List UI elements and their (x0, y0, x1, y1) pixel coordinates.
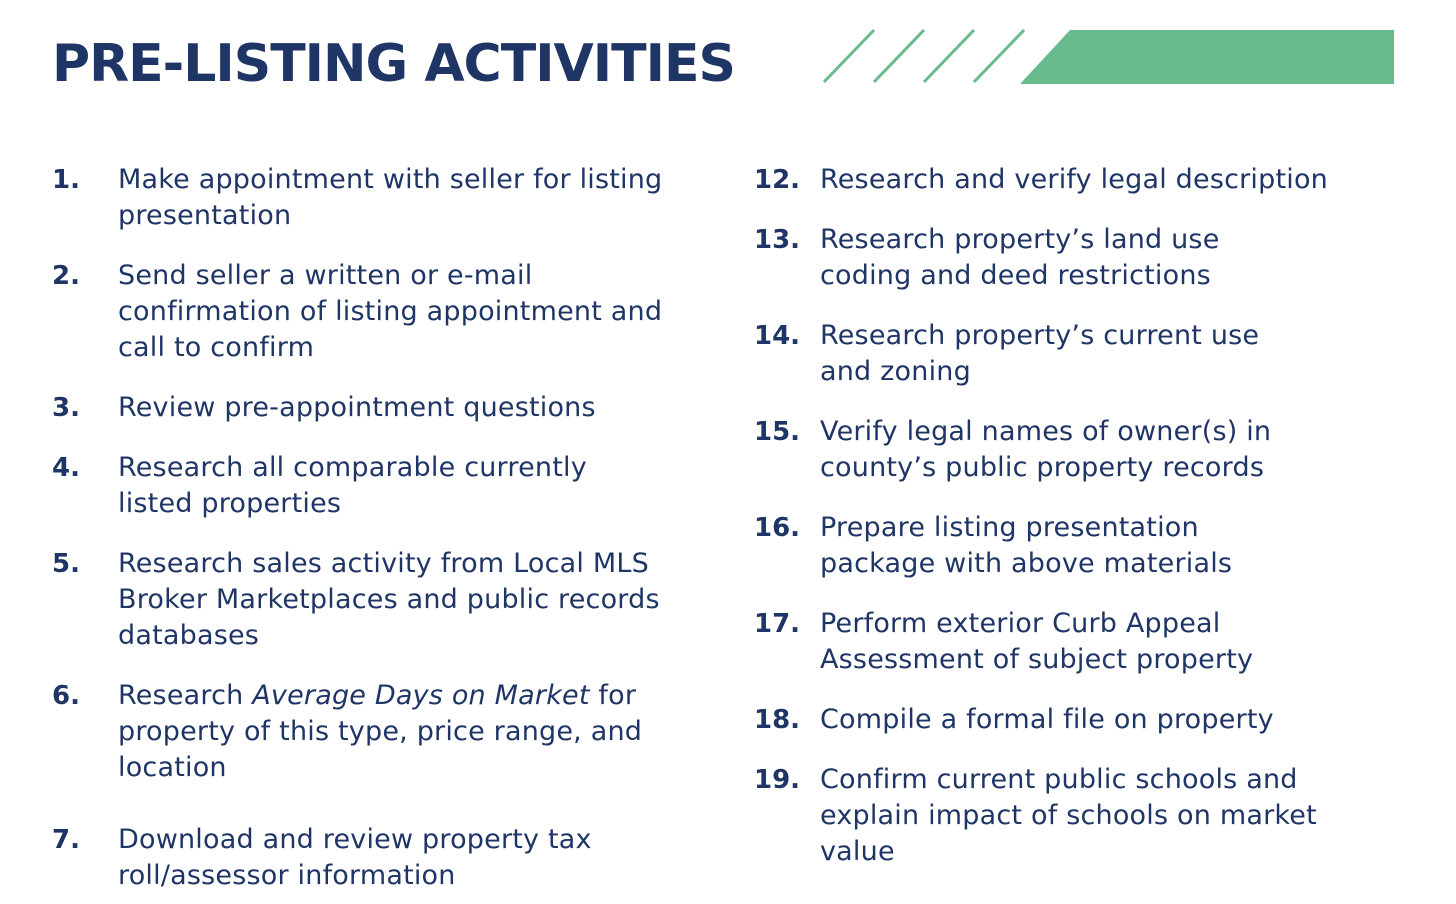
list-item (754, 510, 1294, 582)
item-text-start: Research (118, 680, 253, 711)
stripe-line (874, 30, 924, 82)
item-number: 15. (754, 417, 801, 447)
item-number: 18. (754, 705, 801, 735)
item-text (118, 678, 682, 786)
item-text: Prepare listing presentation package with above materials (820, 512, 1233, 579)
item-text: Research and verify legal description (820, 164, 1328, 195)
item-text-italic: Average Days on Market (252, 680, 590, 711)
item-number: 3. (52, 393, 80, 423)
list-item (754, 762, 1324, 870)
item-text: Confirm current public schools and explain impact of schools on market value (820, 764, 1317, 867)
list-item (754, 318, 1314, 390)
item-number: 6. (52, 681, 80, 711)
stripe-line (974, 30, 1024, 82)
item-text: Perform exterior Curb Appeal Assessment of subject property (820, 608, 1254, 675)
item-number: 7. (52, 825, 80, 855)
item-text: Send seller a written or e-mail confirmation of listing appointment and call to confirm (118, 260, 663, 363)
item-number: 1. (52, 165, 80, 195)
item-text: Make appointment with seller for listing presentation (118, 164, 663, 231)
item-number: 16. (754, 513, 801, 543)
list-item (52, 546, 682, 654)
list-item (52, 822, 652, 894)
item-text-end: for property of this type, price range, and location (118, 680, 643, 783)
list-item (52, 258, 672, 366)
list-item (52, 450, 652, 522)
stripe-line (924, 30, 974, 82)
stripe-line (824, 30, 874, 82)
item-text: Review pre-appointment questions (118, 392, 596, 423)
list-item (754, 162, 1404, 198)
list-item (754, 702, 1374, 738)
item-number: 12. (754, 165, 801, 195)
list-item (52, 162, 672, 234)
item-number: 2. (52, 261, 80, 291)
item-text: Research property’s land use coding and deed restrictions (820, 224, 1220, 291)
item-number: 19. (754, 765, 801, 795)
list-item (754, 606, 1314, 678)
green-banner-shape (1020, 30, 1394, 84)
list-item (754, 222, 1274, 294)
item-text: Research sales activity from Local MLS Broker Marketplaces and public records databases (118, 548, 660, 651)
item-number: 5. (52, 549, 80, 579)
decorative-stripes-graphic (820, 28, 1396, 86)
page-title: PRE-LISTING ACTIVITIES (52, 34, 735, 94)
list-item (52, 678, 682, 786)
item-text: Research all comparable currently listed properties (118, 452, 587, 519)
item-text: Download and review property tax roll/assessor information (118, 824, 592, 891)
item-number: 13. (754, 225, 801, 255)
item-text: Compile a formal file on property (820, 704, 1274, 735)
item-number: 14. (754, 321, 801, 351)
item-text: Verify legal names of owner(s) in county’s public property records (820, 416, 1272, 483)
list-item (754, 414, 1324, 486)
item-number: 4. (52, 453, 80, 483)
list-item (52, 390, 672, 426)
item-text: Research property’s current use and zoning (820, 320, 1260, 387)
item-number: 17. (754, 609, 801, 639)
